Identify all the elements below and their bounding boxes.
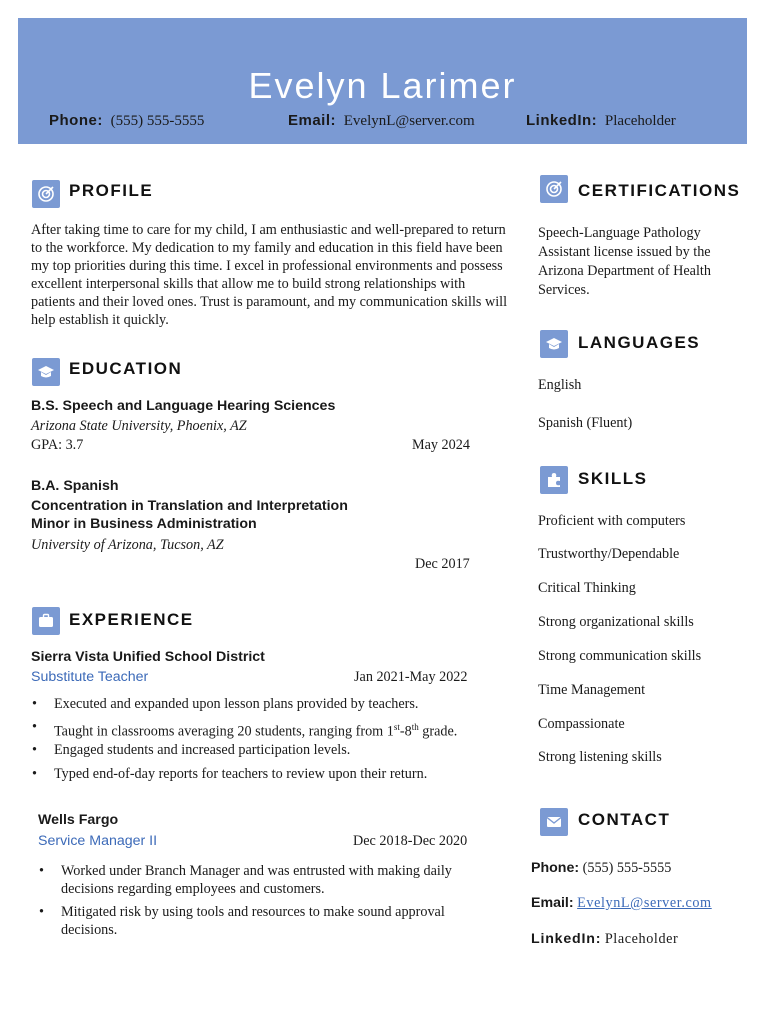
- skill-item: Time Management: [538, 682, 646, 698]
- contact-phone: [531, 859, 671, 877]
- skill-item: Compassionate: [538, 716, 625, 732]
- target-icon: [32, 180, 60, 208]
- contact-linkedin-label: LinkedIn:: [531, 931, 602, 947]
- briefcase-icon: [32, 607, 60, 635]
- job-1-role: Substitute Teacher: [31, 669, 149, 685]
- contact-phone-label: Phone:: [531, 860, 580, 876]
- contact-phone-value: (555) 555-5555: [582, 860, 672, 876]
- candidate-name: Evelyn Larimer: [248, 65, 517, 106]
- puzzle-icon: [540, 466, 568, 494]
- contact-email-link[interactable]: EvelynL@server.com: [577, 895, 712, 911]
- edu-2-minor: Minor in Business Administration: [31, 516, 257, 532]
- contact-linkedin-value: Placeholder: [604, 931, 679, 947]
- contact-email-label: Email:: [531, 895, 574, 911]
- header-linkedin-value: Placeholder: [604, 113, 676, 129]
- experience-title: EXPERIENCE: [69, 610, 194, 629]
- edu-1-school: Arizona State University, Phoenix, AZ: [31, 418, 247, 434]
- header-linkedin: [526, 112, 676, 130]
- header-phone-value: (555) 555-5555: [110, 113, 205, 129]
- profile-title: PROFILE: [69, 181, 154, 200]
- header-phone-label: Phone:: [49, 112, 103, 129]
- graduation-cap-icon: [540, 330, 568, 358]
- skill-item: Trustworthy/Dependable: [538, 546, 680, 562]
- job-1-bullet-2: Taught in classrooms averaging 20 students, ranging from 1st-8th grade.: [54, 722, 458, 740]
- job-2-bullet-1: Worked under Branch Manager and was entrusted with making daily decisions regarding employees and customers.: [61, 863, 452, 897]
- edu-1-degree: B.S. Speech and Language Hearing Sciences: [31, 398, 336, 414]
- skill-item: Critical Thinking: [538, 580, 636, 596]
- language-item: English: [538, 377, 582, 393]
- certifications-text: Speech-Language Pathology Assistant license issued by the Arizona Department of Health Services.: [538, 225, 711, 298]
- languages-title: LANGUAGES: [578, 333, 701, 352]
- graduation-cap-icon: [32, 358, 60, 386]
- edu-2-school: University of Arizona, Tucson, AZ: [31, 537, 224, 553]
- profile-text: After taking time to care for my child, I am enthusiastic and well-prepared to return to the workforce. My dedication to my family and education in this field have been my top priorities during this time. I excel in professional environments and possess excellent interpersonal skills that allow me to build strong relationships with patients and their loved ones. Trust is paramount, and my communication skills will help establish it quickly.: [31, 222, 508, 328]
- certifications-title: CERTIFICATIONS: [578, 181, 741, 200]
- job-1-bullet-1: Executed and expanded upon lesson plans provided by teachers.: [54, 696, 419, 712]
- edu-1-gpa: GPA: 3.7: [31, 437, 84, 453]
- job-2-dates: Dec 2018-Dec 2020: [353, 833, 468, 849]
- job-2-company: Wells Fargo: [38, 812, 119, 828]
- job-2-bullet-2: Mitigated risk by using tools and resources to make sound approval decisions.: [61, 904, 445, 938]
- skill-item: Strong communication skills: [538, 648, 702, 664]
- skills-title: SKILLS: [578, 469, 648, 488]
- header-email-label: Email:: [288, 112, 337, 129]
- job-1-bullet-3: Engaged students and increased participation levels.: [54, 742, 351, 758]
- job-2-role: Service Manager II: [38, 833, 158, 849]
- resume-header: [18, 18, 747, 144]
- contact-linkedin: [531, 930, 678, 948]
- edu-1-date: May 2024: [412, 437, 470, 453]
- language-item: Spanish (Fluent): [538, 415, 633, 431]
- target-icon: [540, 175, 568, 203]
- skill-item: Strong listening skills: [538, 749, 662, 765]
- contact-title: CONTACT: [578, 810, 671, 829]
- header-email-value: EvelynL@server.com: [343, 113, 475, 129]
- education-title: EDUCATION: [69, 359, 183, 378]
- skill-item: Proficient with computers: [538, 513, 686, 529]
- envelope-icon: [540, 808, 568, 836]
- header-phone: [49, 112, 204, 130]
- contact-email: [531, 894, 712, 912]
- header-linkedin-label: LinkedIn:: [526, 112, 598, 129]
- job-1-bullet-4: Typed end-of-day reports for teachers to review upon their return.: [54, 766, 428, 782]
- job-1-dates: Jan 2021-May 2022: [354, 669, 468, 685]
- edu-2-degree: B.A. Spanish: [31, 478, 119, 494]
- job-1-company: Sierra Vista Unified School District: [31, 649, 265, 665]
- header-email: [288, 112, 475, 130]
- edu-2-concentration: Concentration in Translation and Interpretation: [31, 498, 348, 514]
- skill-item: Strong organizational skills: [538, 614, 694, 630]
- edu-2-date: Dec 2017: [415, 556, 470, 572]
